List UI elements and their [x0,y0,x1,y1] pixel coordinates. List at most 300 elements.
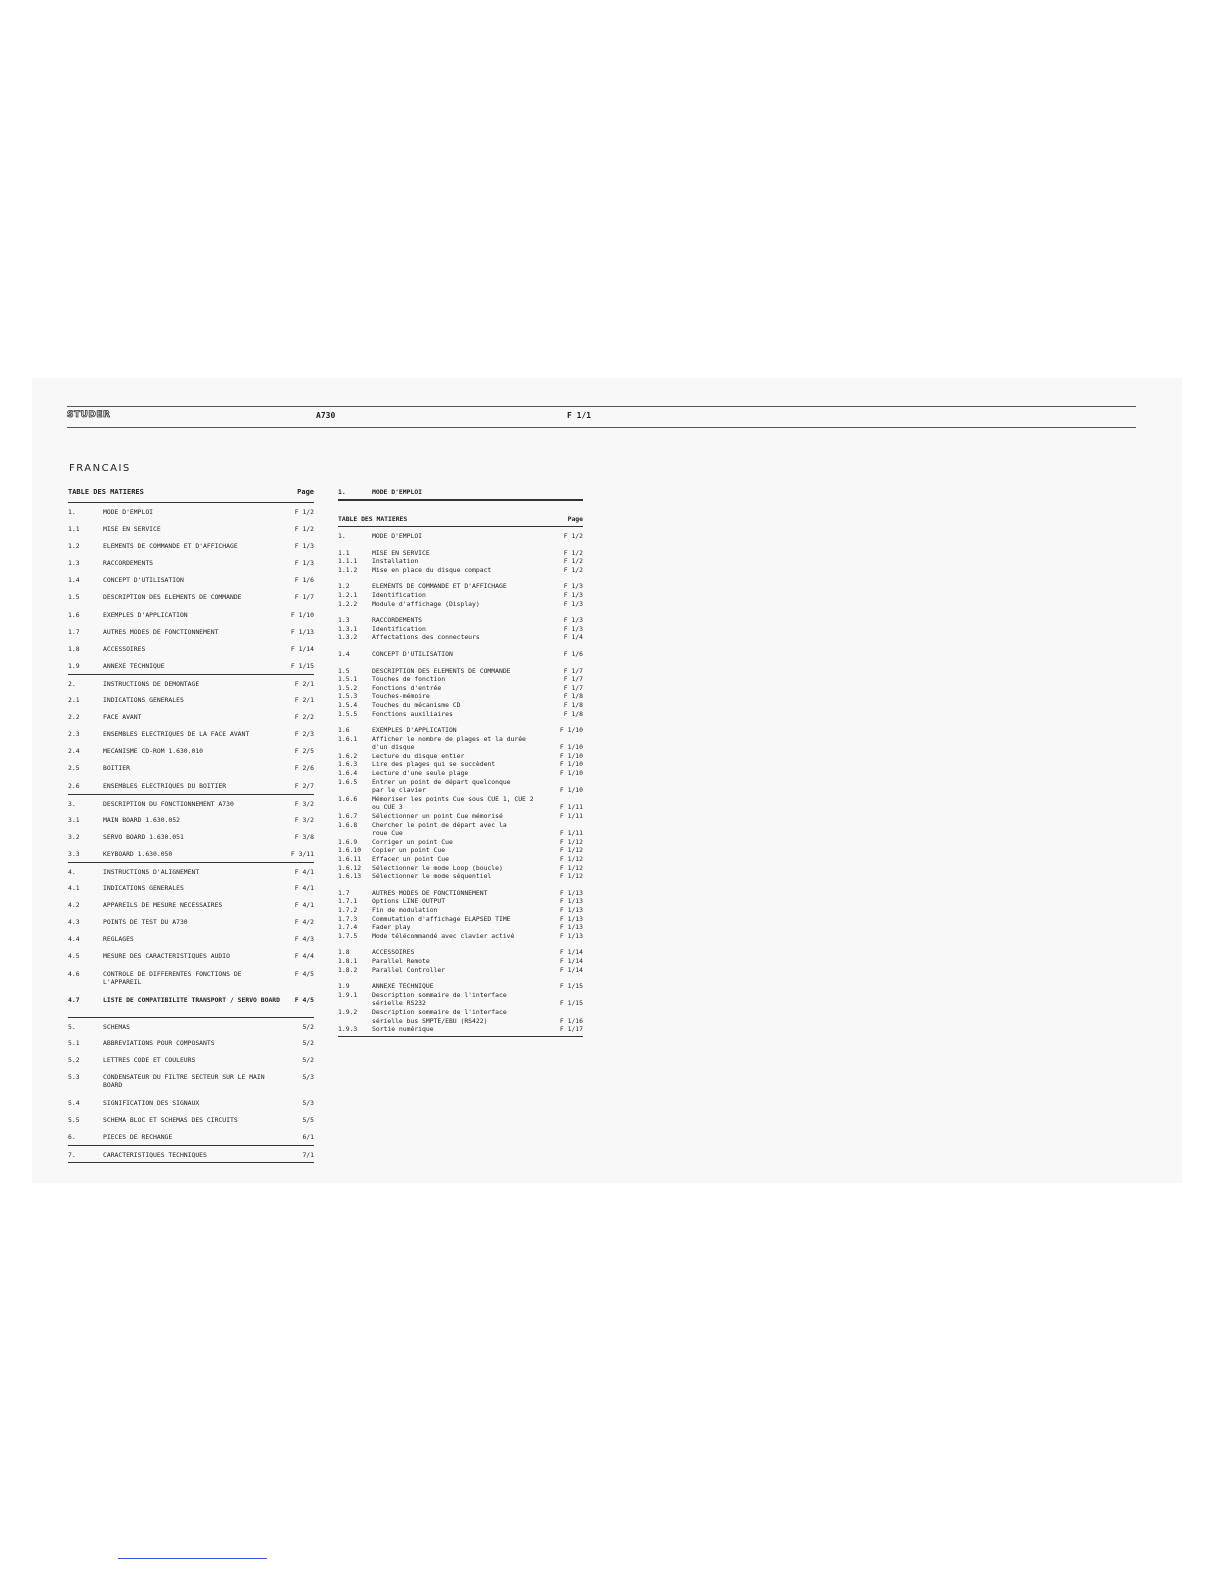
toc-row [68,811,314,828]
section-toc-row-number: 1.6.5 [338,777,358,786]
toc-row [68,588,314,605]
section-toc-gap [338,881,583,889]
toc-row-page: 5/3 [302,1072,314,1081]
header-rule-top [67,406,1136,407]
toc-row-title: ELEMENTS DE COMMANDE ET D'AFFICHAGE [103,542,238,551]
section-toc-row [338,1025,583,1034]
section-toc-row-page: F 1/7 [563,666,583,675]
toc-row-page: 5/3 [302,1098,314,1107]
section-toc-row-page: F 1/12 [559,872,583,881]
toc-row-page: F 3/2 [294,815,314,824]
toc-row-page: F 1/15 [290,661,314,670]
section-toc-row-page: F 1/12 [559,863,583,872]
section-toc-row-number [338,1017,372,1026]
section-toc-row [338,915,583,924]
toc-row-title: ENSEMBLES ELECTRIQUES DE LA FACE AVANT [103,730,250,739]
toc-row-number: 1.9 [68,661,80,670]
section-toc-row-number: 1.7.4 [338,923,358,932]
section-toc-page-header: Page [567,515,583,523]
section-toc-row-page: F 1/3 [563,582,583,591]
section-toc-row [338,786,583,795]
section-toc-row-title: Sélectionner le mode séquentiel [372,872,492,881]
section-toc-row-number: 1.5.2 [338,683,358,692]
toc-row-title: INSTRUCTIONS D'ALIGNEMENT [103,867,200,876]
toc-row-title: REGLAGES [103,935,134,944]
section-table-of-contents [338,488,583,1037]
toc-row-page: F 3/11 [290,849,314,858]
section-toc-row-title: EXEMPLES D'APPLICATION [372,726,457,735]
section-toc-row-number: 1.7.2 [338,905,358,914]
section-toc-row-number: 1.3.1 [338,624,358,633]
toc-row [68,520,314,537]
toc-header [68,488,314,503]
toc-row-title: SIGNIFICATION DES SIGNAUX [103,1098,200,1107]
section-toc-row [338,982,583,991]
section-toc-row-page: F 1/13 [559,931,583,940]
toc-row [68,1051,314,1068]
toc-row [68,759,314,776]
toc-row [68,725,314,742]
toc-row [68,913,314,930]
section-toc-row-number: 1.2.1 [338,590,358,599]
toc-row [68,777,314,794]
section-toc-row-title: Effacer un point Cue [372,855,449,863]
toc-row [68,1145,314,1162]
section-toc-row-page: F 1/2 [563,532,583,540]
toc-row [68,965,314,991]
section-toc-row [338,557,583,566]
section-toc-row-number [338,803,372,812]
section-toc-row-title: MODE D'EMPLOI [372,532,423,540]
toc-row-number: 2.2 [68,713,80,722]
section-toc-row-page: F 1/12 [559,855,583,863]
section-number: 1. [338,488,346,496]
section-toc-row-title: d'un disque [372,743,415,752]
section-toc-row [338,633,583,642]
toc-row-number: 3.3 [68,849,80,858]
section-toc-row-number: 1.1 [338,548,350,557]
section-toc-row-page: F 1/7 [563,675,583,684]
toc-row-page: F 3/8 [294,832,314,841]
toc-row-page: F 1/10 [290,610,314,619]
toc-row-number: 1.1 [68,525,80,534]
toc-row-title: DESCRIPTION DES ELEMENTS DE COMMANDE [103,593,242,602]
section-toc-row-number: 1.8.1 [338,956,358,965]
section-heading [338,488,583,501]
toc-row-page: F 1/7 [294,593,314,602]
toc-row [68,1068,314,1094]
toc-row [68,503,314,520]
section-toc-row [338,710,583,719]
section-toc-gap [338,608,583,616]
toc-row [68,657,314,674]
section-toc-row [338,1008,583,1017]
toc-row-page: F 1/13 [290,627,314,636]
section-toc-row-title: Identification [372,624,426,633]
section-toc-row [338,821,583,830]
section-toc-row-number [338,829,372,838]
section-toc-row-number: 1.6.4 [338,769,358,778]
section-toc-row [338,692,583,701]
main-table-of-contents [68,488,314,1163]
section-toc-row-page: F 1/3 [563,624,583,633]
toc-row-page: F 4/3 [294,935,314,944]
section-toc-row [338,906,583,915]
section-toc-row-number: 1.6.10 [338,846,362,855]
section-toc-row-number: 1.7 [338,888,350,897]
section-toc-row-title: Affectations des connecteurs [372,633,480,642]
section-toc-row-page: F 1/13 [559,888,583,897]
section-toc-row-number: 1.5.4 [338,700,358,709]
section-toc-row-title: CONCEPT D'UTILISATION [372,649,453,658]
section-toc-row-title: Touches du mécanisme CD [372,700,461,709]
toc-row-page: F 4/1 [294,901,314,910]
section-toc-row-page: F 1/10 [559,726,583,735]
toc-row-page: F 2/7 [294,781,314,790]
toc-row-page: F 1/14 [290,644,314,653]
toc-row-title: CARACTERISTIQUES TECHNIQUES [103,1151,207,1160]
section-toc-row-number: 1.4 [338,649,350,658]
toc-row [68,845,314,862]
toc-row-title: CONDENSATEUR DU FILTRE SECTEUR SUR LE MAIN BOARD [103,1072,265,1089]
section-toc-row-page: F 1/11 [559,829,583,838]
section-toc-row-number: 1.5 [338,666,350,675]
toc-row-title: MISE EN SERVICE [103,525,161,534]
section-toc-row-page: F 1/10 [559,751,583,760]
toc-row [68,742,314,759]
section-toc-row [338,803,583,812]
section-toc-row-page: F 1/13 [559,897,583,906]
brand-logo: STUDER [67,410,111,420]
toc-row-number: 4.2 [68,901,80,910]
toc-row-title: INDICATIONS GENERALES [103,696,184,705]
section-toc-row-title: Sélectionner le mode Loop (boucle) [372,863,503,872]
section-toc-row-page: F 1/13 [559,914,583,923]
section-toc-row-title: Lecture du disque entier [372,751,465,760]
section-toc-gap [338,642,583,650]
section-toc-row-title: Commutation d'affichage ELAPSED TIME [372,914,511,923]
section-toc-row-title: Description sommaire de l'interface [372,990,507,999]
section-toc-row [338,549,583,558]
section-toc-row-number: 1.2 [338,582,350,591]
section-toc-row [338,948,583,957]
toc-row-page: 5/5 [302,1115,314,1124]
section-toc-row-page [553,821,583,830]
toc-row [68,896,314,913]
section-toc-row-page [553,1008,583,1017]
toc-row-number: 3.2 [68,832,80,841]
section-toc-row-page: F 1/10 [559,769,583,778]
section-toc-row-title: Fonctions d'entrée [372,683,442,692]
section-toc-row-title: sérielle bus SMPTE/EBU (RS422) [372,1016,488,1025]
section-toc-row-page [553,991,583,1000]
section-toc-row-page: F 1/3 [563,599,583,608]
section-toc-row-page: F 1/8 [563,692,583,701]
section-toc-row-page: F 1/7 [563,683,583,692]
section-toc-row-number: 1.6.11 [338,855,362,863]
section-toc-header [338,515,583,527]
section-toc-row [338,855,583,864]
section-toc-row-page: F 1/2 [563,557,583,566]
section-toc-row [338,726,583,735]
toc-row-number: 4.6 [68,969,80,978]
toc-row-page: F 1/2 [294,525,314,534]
section-toc-row-title: Installation [372,557,419,566]
toc-row-number: 4.1 [68,884,80,893]
toc-row-number: 5.5 [68,1115,80,1124]
section-toc-row-page: F 1/10 [559,786,583,795]
toc-row-number: 4.7 [68,995,80,1004]
section-toc-row [338,566,583,575]
toc-row [68,571,314,588]
section-toc-row-page: F 1/14 [559,956,583,965]
toc-row-number: 6. [68,1133,76,1141]
section-toc-row-title: Fin de modulation [372,905,438,914]
section-toc-row [338,897,583,906]
toc-row [68,879,314,896]
toc-row-number: 5.3 [68,1072,80,1081]
toc-row-page: F 2/6 [294,764,314,773]
section-toc-row-page: F 1/15 [559,982,583,991]
toc-row-number: 2.5 [68,764,80,773]
section-toc-row-page: F 1/15 [559,999,583,1008]
section-toc-gap [338,718,583,726]
page-number: F 1/1 [567,411,592,420]
toc-row-number: 3.1 [68,815,80,824]
section-toc-row-page [553,795,583,804]
toc-page-header: Page [297,488,314,496]
toc-row-number: 4.5 [68,952,80,961]
section-toc-row-number: 1.7.1 [338,897,358,906]
footer-link-line [118,1558,267,1559]
toc-row-page: F 1/3 [294,559,314,568]
section-toc-row-page: F 1/3 [563,590,583,599]
toc-row [68,708,314,725]
section-toc-row-page: F 1/13 [559,923,583,932]
section-toc-row-number [338,743,372,752]
section-toc-row-title: Lire des plages qui se succèdent [372,760,496,769]
section-toc-gap [338,940,583,948]
section-toc-row [338,795,583,804]
section-toc-row [338,1017,583,1026]
section-toc-row-page: F 1/16 [559,1016,583,1025]
section-toc-row-title: Mémoriser les points Cue sous CUE 1, CUE 2 [372,794,534,803]
section-toc-row-page: F 1/8 [563,709,583,718]
section-toc-row-number: 1.6.13 [338,872,362,881]
section-toc-row [338,760,583,769]
section-toc-row-title: Description sommaire de l'interface [372,1007,507,1016]
section-toc-gap [338,541,583,549]
section-toc-row-number: 1. [338,532,346,540]
toc-row-number: 4.3 [68,918,80,927]
toc-row-number: 1. [68,508,76,516]
section-toc-row [338,684,583,693]
section-toc-row [338,667,583,676]
toc-row [68,606,314,623]
section-toc-row-number: 1.5.5 [338,709,358,718]
section-toc-row-page: F 1/3 [563,616,583,625]
section-toc-row-title: Options LINE OUTPUT [372,897,446,906]
toc-row-title: FACE AVANT [103,713,142,722]
section-toc-row-title: Mise en place du disque compact [372,565,492,574]
toc-row [68,623,314,640]
toc-row-page: 5/2 [302,1022,314,1031]
section-toc-row-title: DESCRIPTION DES ELEMENTS DE COMMANDE [372,666,511,675]
section-toc-row-page: F 1/2 [563,565,583,574]
section-toc-row-page: F 1/10 [559,743,583,752]
toc-row-title: SERVO BOARD 1.630.051 [103,832,184,841]
toc-row-page: F 2/1 [294,696,314,705]
section-toc-row-number: 1.6 [338,726,350,735]
toc-row-page: F 4/2 [294,918,314,927]
toc-row-title: PIECES DE RECHANGE [103,1133,173,1141]
section-toc-row-title: Afficher le nombre de plages et la durée [372,734,526,743]
toc-row-title: ACCESSOIRES [103,644,146,653]
toc-row-number: 2.3 [68,730,80,739]
toc-row-page: F 2/3 [294,730,314,739]
section-toc-row-number: 1.6.1 [338,734,358,743]
section-toc-row-number: 1.6.3 [338,760,358,769]
toc-row [68,691,314,708]
toc-title: TABLE DES MATIERES [68,488,144,496]
section-toc-row [338,625,583,634]
section-toc-row [338,932,583,941]
section-toc-row-title: Mode télécommandé avec clavier activé [372,931,515,940]
section-toc-row-title: Module d'affichage (Display) [372,599,480,608]
toc-row [68,1128,314,1145]
section-toc-row [338,999,583,1008]
section-toc-row-page: F 1/14 [559,965,583,974]
section-toc-row-number: 1.6.7 [338,812,358,821]
toc-row-page: F 2/1 [294,679,314,688]
section-toc-row [338,675,583,684]
toc-row [68,794,314,811]
section-toc-row [338,923,583,932]
section-toc-row-title: sérielle RS232 [372,999,426,1008]
toc-row-title: MECANISME CD-ROM 1.630.010 [103,747,204,756]
toc-row [68,640,314,657]
section-toc-row-page: F 1/8 [563,700,583,709]
toc-row-title: INDICATIONS GENERALES [103,884,184,893]
toc-row [68,537,314,554]
toc-row-title: AUTRES MODES DE FONCTIONNEMENT [103,627,219,636]
language-heading: FRANCAIS [69,463,131,474]
toc-row-page: 6/1 [302,1133,314,1141]
header-rule-bottom [67,427,1136,428]
section-toc-row-title: AUTRES MODES DE FONCTIONNEMENT [372,888,488,897]
section-toc-gap [338,974,583,982]
section-toc-row-page: F 1/14 [559,948,583,957]
section-toc-row-number: 1.7.3 [338,914,358,923]
toc-row-page: F 4/4 [294,952,314,961]
toc-row-title: CONTROLE DE DIFFERENTES FONCTIONS DE L'APPAREIL [103,969,242,986]
toc-row-page: F 2/2 [294,713,314,722]
section-toc-title: TABLE DES MATIERES [338,515,408,523]
toc-row [68,862,314,879]
toc-row-number: 1.8 [68,644,80,653]
section-toc-row [338,701,583,710]
toc-row-page: 5/2 [302,1055,314,1064]
toc-row-title: KEYBOARD 1.630.050 [103,849,173,858]
section-toc-row-title: Touches de fonction [372,675,446,684]
toc-row-title: EXEMPLES D'APPLICATION [103,610,188,619]
toc-row-number: 5.1 [68,1038,80,1047]
section-toc-row-page: F 1/11 [559,812,583,821]
toc-row-number: 7. [68,1151,76,1160]
section-toc-row-number: 1.5.3 [338,692,358,701]
section-toc-row [338,582,583,591]
section-toc-row-title: Parallel Controller [372,965,446,974]
toc-row-number: 1.7 [68,627,80,636]
section-toc-row-page: F 1/10 [559,760,583,769]
section-toc-row [338,752,583,761]
toc-row-number: 3. [68,799,76,808]
toc-row [68,947,314,964]
section-toc-row [338,769,583,778]
toc-row-number: 5. [68,1022,76,1031]
toc-row-title: INSTRUCTIONS DE DEMONTAGE [103,679,200,688]
section-toc-row-number: 1.6.2 [338,751,358,760]
section-toc-row-page: F 1/11 [559,803,583,812]
section-toc-row [338,957,583,966]
section-toc-row-number: 1.9 [338,982,350,991]
section-toc-row-title: MISE EN SERVICE [372,548,430,557]
toc-row-page: F 1/2 [294,508,314,516]
section-toc-row-number: 1.5.1 [338,675,358,684]
section-toc-row-number: 1.1.2 [338,565,358,574]
section-toc-row [338,812,583,821]
section-toc-row [338,966,583,975]
toc-row-page: F 4/1 [294,867,314,876]
toc-rows [68,503,314,1162]
section-toc-row-title: par le clavier [372,786,426,795]
section-toc-row-title: Lecture d'une seule plage [372,769,469,778]
toc-row-page: F 4/1 [294,884,314,893]
toc-row-number: 2.1 [68,696,80,705]
section-toc-row [338,889,583,898]
section-toc-row [338,838,583,847]
section-toc-row-page: F 1/12 [559,846,583,855]
toc-row-page: F 2/5 [294,747,314,756]
section-toc-row-number [338,786,372,795]
section-toc-row-title: roue Cue [372,829,403,838]
section-toc-row-page: F 1/13 [559,905,583,914]
toc-row [68,991,314,1017]
model-label: A730 [316,411,336,420]
toc-row-title: ENSEMBLES ELECTRIQUES DU BOITIER [103,781,227,790]
toc-row-number: 1.4 [68,576,80,585]
toc-row-number: 5.4 [68,1098,80,1107]
section-toc-row-number: 1.6.6 [338,794,358,803]
toc-row-number: 2.4 [68,747,80,756]
section-toc-row-number: 1.3 [338,616,350,625]
section-toc-row [338,778,583,787]
section-toc-row-number: 1.9.3 [338,1025,358,1034]
section-toc-row-title: ELEMENTS DE COMMANDE ET D'AFFICHAGE [372,582,507,591]
section-toc-row [338,991,583,1000]
toc-row-title: SCHEMAS [103,1022,130,1031]
toc-row-number: 2. [68,679,76,688]
section-toc-row [338,846,583,855]
toc-row [68,1017,314,1034]
section-toc-row-title: Sortie numérique [372,1025,434,1034]
section-toc-end-rule [338,1036,583,1037]
toc-row-page: 7/1 [302,1151,314,1160]
section-toc-row-page [553,778,583,787]
section-toc-row-title: Parallel Remote [372,956,430,965]
section-toc-row-title: RACCORDEMENTS [372,616,423,625]
section-toc-row-title: Sélectionner un point Cue mémorisé [372,812,503,821]
